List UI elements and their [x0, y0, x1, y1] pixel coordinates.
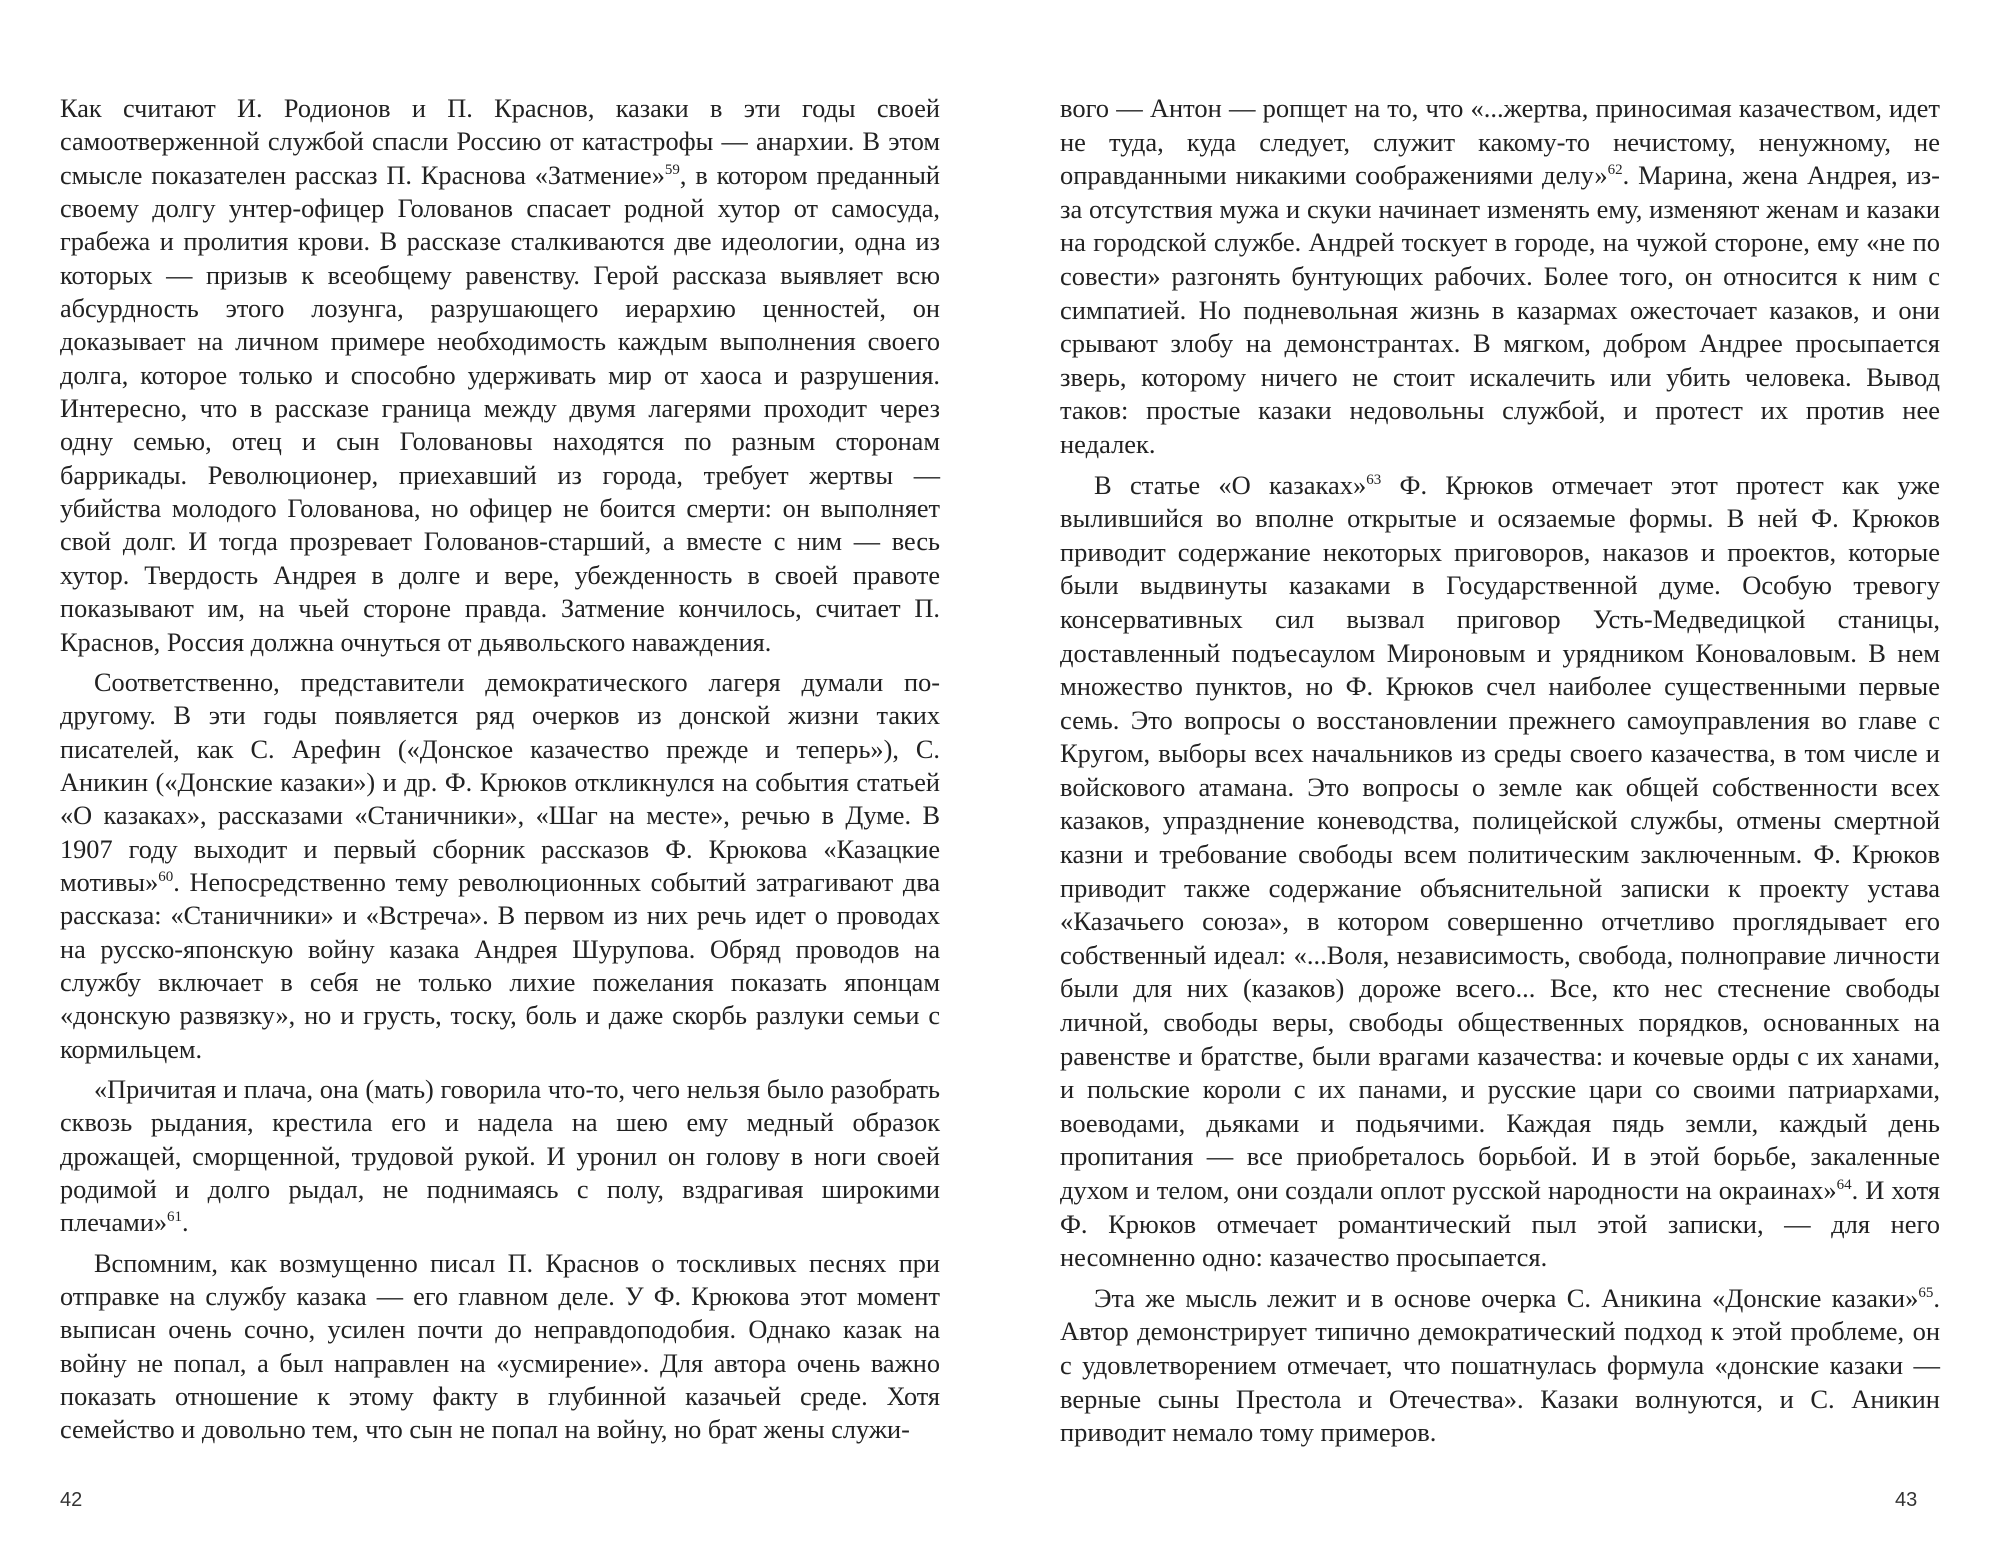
right-page: [1060, 92, 1940, 1450]
paragraph: [1060, 469, 1940, 1275]
text-run: В статье «О казаках»: [1094, 469, 1367, 500]
text-run: Эта же мысль лежит и в основе очерка С. Аникина «Донские казаки»: [1094, 1282, 1919, 1313]
paragraph: [60, 92, 940, 659]
footnote-ref[interactable]: 63: [1366, 471, 1382, 488]
paragraph: [1060, 92, 1940, 462]
footnote-ref[interactable]: 59: [664, 161, 680, 178]
paragraph: [60, 666, 940, 1066]
footnote-ref[interactable]: 60: [158, 868, 174, 885]
footnote-ref[interactable]: 64: [1836, 1177, 1852, 1193]
right-page-text: [1060, 92, 1940, 1450]
text-run: . Непосредственно тему революционных событий затрагивают два рассказа: «Станичники» и «Встреча». В первом из них речь идет о проводах на русско-японскую войну казака Андрея Шурупова. Обряд проводов на службу включает в себя не только лихие пожелания показать японцам «донскую развязку», но и грусть, тоску, боль и даже скорбь разлуки семьи с кормильцем.: [60, 867, 940, 1064]
footnote-ref[interactable]: 62: [1607, 162, 1623, 179]
paragraph: [1060, 1282, 1940, 1450]
text-run: вого — Антон — ропщет на то, что «...жертва, приносимая казачеством, идет не туда, куда следует, служит какому-то нечистому, ненужному, не оправданными никакими соображениями делу»: [1060, 93, 1940, 191]
text-run: . Марина, жена Андрея, из-за отсутствия мужа и скуки начинает изменять ему, изменяют женам и казаки на городской службе. Андрей тоскует в городе, на чужой стороне, ему «не по совести» разгонять бунтующих рабочих. Более того, он относится к ним с симпатией. Но подневольная жизнь в казармах ожесточает казаков, и они срывают злобу на демонстрантах. В мягком, добром Андрее просыпается зверь, которому ничего не стоит искалечить или убить человека. Вывод таков: простые казаки недовольны службой, и протест их против нее недалек.: [1060, 160, 1940, 459]
paragraph: [60, 1247, 940, 1447]
text-run: . И хотя Ф. Крюков отмечает романтический пыл этой записки, — для него несомненно одно: казачество просыпается.: [1060, 1175, 1940, 1273]
page-number-right: 43: [1895, 1489, 1918, 1511]
page-number-left: 42: [60, 1489, 83, 1511]
text-run: «Причитая и плача, она (мать) говорила что-то, чего нельзя было разобрать сквозь рыдания, крестила его и надела на шею ему медный образок дрожащей, сморщенной, трудовой рукой. И уронил он голову в ноги своей родимой и долго рыдал, не поднимаясь с полу, вздрагивая широкими плечами»: [60, 1074, 940, 1238]
text-run: Вспомним, как возмущенно писал П. Краснов о тоскливых песнях при отправке на службу казака — его главном деле. У Ф. Крюкова этот момент выписан очень сочно, усилен почти до неправдоподобия. Однако казак на войну не попал, а был направлен на «усмирение». Для автора очень важно показать отношение к этому факту в глубинной казачьей среде. Хотя семейство и довольно тем, что сын не попал на войну, но брат жены служи-: [60, 1248, 940, 1445]
footnote-ref[interactable]: 61: [166, 1209, 182, 1226]
text-run: , в котором преданный своему долгу унтер-офицер Голованов спасает родной хутор от самосуда, грабежа и пролития крови. В рассказе сталкиваются две идеологии, одна из которых — призыв к всеобщему равенству. Герой рассказа выявляет всю абсурдность этого лозунга, разрушающего иерархию ценностей, он доказывает на личном примере необходимость каждым выполнения своего долга, которое только и способно удерживать мир от хаоса и разрушения. Интересно, что в рассказе граница между двумя лагерями проходит через одну семью, отец и сын Головановы находятся по разным сторонам баррикады. Революционер, приехавший из города, требует жертвы — убийства молодого Голованова, но офицер не боится смерти: он выполняет свой долг. И тогда прозревает Голованов-старший, а вместе с ним — весь хутор. Твердость Андрея в долге и вере, убежденность в своей правоте показывают им, на чьей стороне правда. Затмение кончилось, считает П. Краснов, Россия должна очнуться от дьявольского наваждения.: [60, 160, 940, 657]
text-run: Как считают И. Родионов и П. Краснов, казаки в эти годы своей самоотверженной службой спасли Россию от катастрофы — анархии. В этом смысле показателен рассказ П. Краснова «Затмение»: [60, 94, 940, 190]
left-page: [60, 92, 940, 1447]
text-run: .: [181, 1208, 189, 1238]
left-page-text: [60, 92, 940, 1447]
footnote-ref[interactable]: 65: [1918, 1284, 1934, 1301]
paragraph: [60, 1073, 940, 1240]
text-run: . Автор демонстрирует типично демократический подход к этой проблеме, он с удовлетворением отмечает, что пошатнулась формула «донские казаки — верные сыны Престола и Отечества». Казаки волнуются, и С. Аникин приводит немало тому примеров.: [1060, 1282, 1940, 1448]
text-run: Соответственно, представители демократического лагеря думали по-другому. В эти годы появляется ряд очерков из донской жизни таких писателей, как С. Арефин («Донское казачество прежде и теперь»), С. Аникин («Донские казаки») и др. Ф. Крюков откликнулся на события статьей «О казаках», рассказами «Станичники», «Шаг на месте», речью в Думе. В 1907 году выходит и первый сборник рассказов Ф. Крюкова «Казацкие мотивы»: [60, 667, 940, 897]
text-run: Ф. Крюков отмечает этот протест как уже вылившийся во вполне открытые и осязаемые формы. В ней Ф. Крюков приводит содержание некоторых приговоров, наказов и проектов, которые были выдвинуты казаками в Государственной думе. Особую тревогу консервативных сил вызвал приговор Усть-Медведицкой станицы, доставленный подъесаулом Мироновым и урядником Коноваловым. В нем множество пунктов, но Ф. Крюков счел наиболее существенными первые семь. Это вопросы о восстановлении прежнего самоуправления во главе с Кругом, выборы всех начальников из среды своего казачества, в том числе и войскового атамана. Это вопросы о земле как общей собственности всех казаков, упразднение коневодства, полицейской службы, отмены смертной казни и требование свободы всем политическим заключенным. Ф. Крюков приводит также содержание объяснительной записки к проекту устава «Казачьего союза», в котором совершенно отчетливо проглядывает его собственный идеал: «...Воля, независимость, свобода, полноправие личности были для них (казаков) дороже всего... Все, кто нес стеснение свободы личной, свободы веры, свободы общественных порядков, основанных на равенстве и братстве, были врагами казачества: и кочевые орды с их ханами, и польские короли с их панами, и русские цари со своими патриархами, воеводами, дьяками и подьячими. Каждая пядь земли, каждый день пропитания — все приобреталось борьбой. И в этой борьбе, закаленные духом и телом, они создали оплот русской народности на окраинах»: [1060, 469, 1941, 1205]
